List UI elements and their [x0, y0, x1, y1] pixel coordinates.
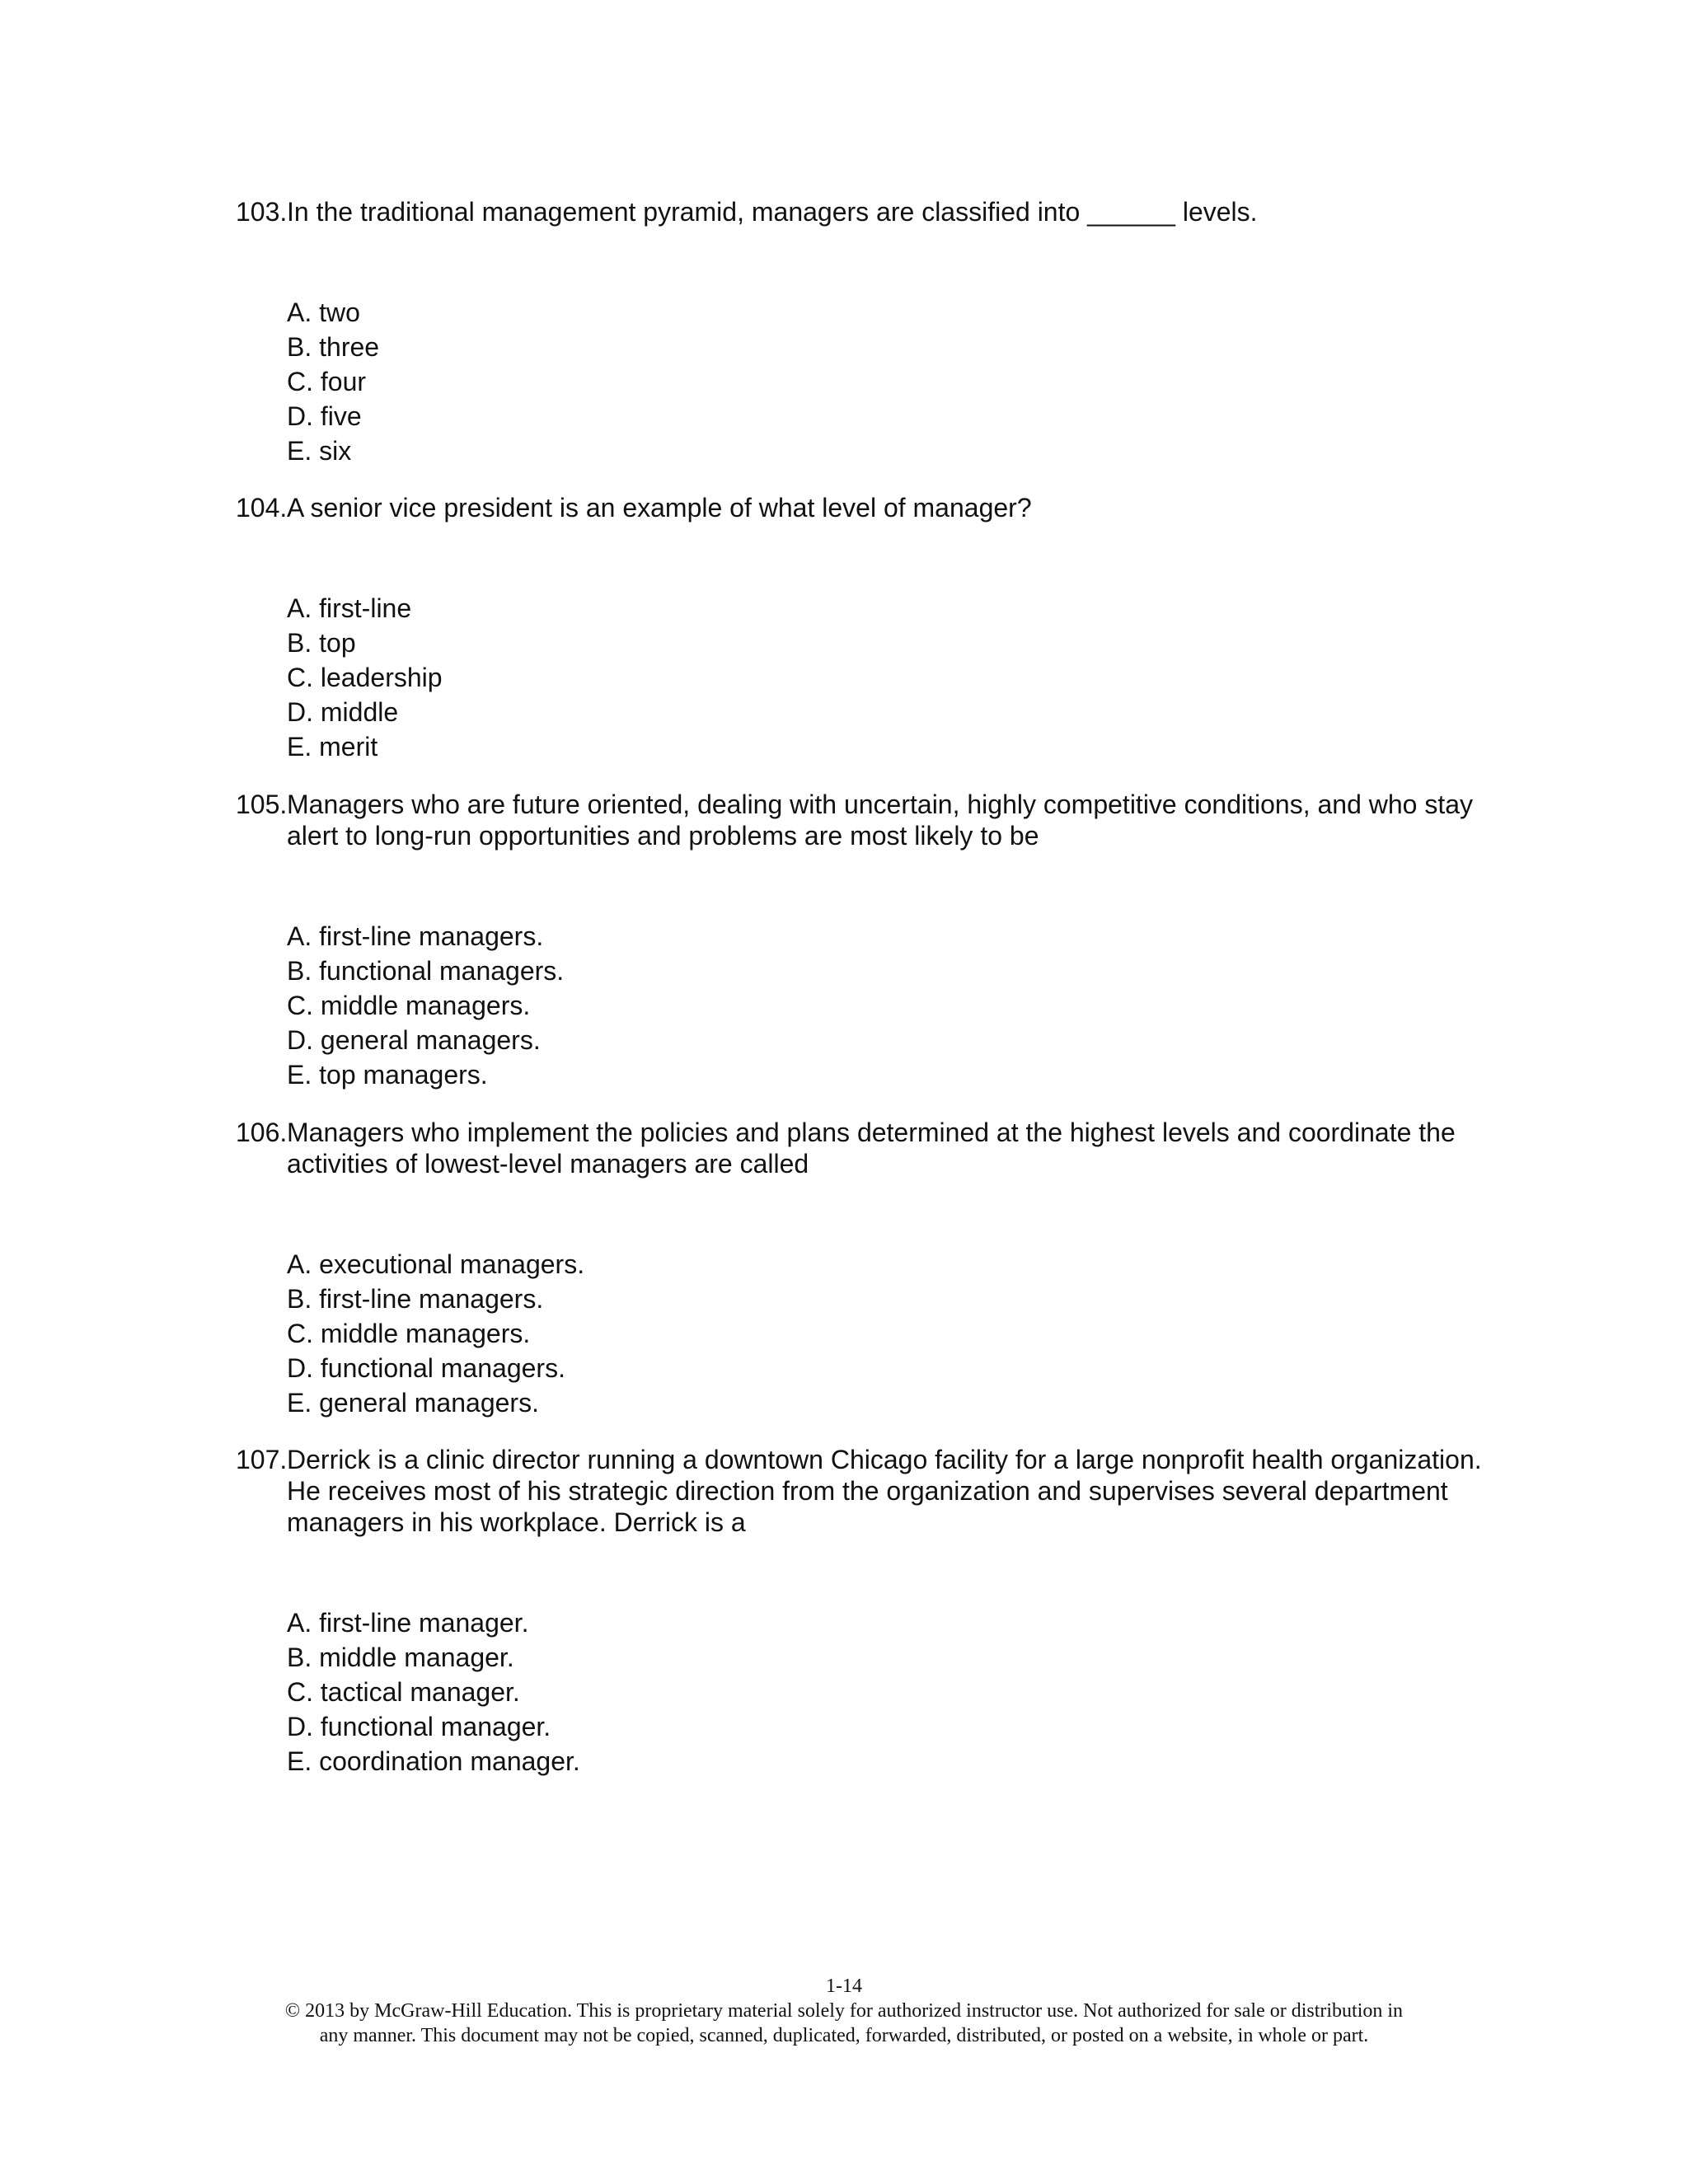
question-stem — [236, 789, 1489, 851]
question-number: 105. — [236, 790, 288, 819]
copyright-line-1: © 2013 by McGraw-Hill Education. This is proprietary material solely for authorized instructor use. Not authorized for sale or distribution in — [284, 2000, 1404, 2022]
question-text: A senior vice president is an example of what level of manager? — [287, 493, 1032, 523]
option-e: E. coordination manager. — [287, 1746, 580, 1776]
option-a: A. first-line managers. — [287, 921, 544, 951]
answer-options — [236, 1247, 1489, 1420]
option-b: B. top — [287, 628, 356, 658]
page-number: 1-14 — [826, 1975, 862, 1997]
answer-options — [236, 1605, 1489, 1779]
question-text: In the traditional management pyramid, managers are classified into ______ levels. — [287, 197, 1258, 227]
option-e: E. merit — [287, 732, 378, 762]
question-105 — [236, 789, 1489, 1092]
option-b: B. first-line managers. — [287, 1284, 544, 1314]
question-stem — [236, 492, 1489, 523]
option-d: D. general managers. — [287, 1025, 541, 1055]
option-d: D. functional manager. — [287, 1712, 551, 1741]
option-e: E. top managers. — [287, 1060, 488, 1090]
question-stem — [236, 1117, 1489, 1179]
answer-options — [236, 919, 1489, 1092]
question-text: Derrick is a clinic director running a downtown Chicago facility for a large nonprofit health organization. He receives most of his strategic direction from the organization and supervises several department managers in his workplace. Derrick is a — [287, 1445, 1482, 1537]
question-text: Managers who are future oriented, dealing with uncertain, highly competitive conditions, and who stay alert to long-run opportunities and problems are most likely to be — [287, 790, 1474, 851]
copyright-line-2: any manner. This document may not be copied, scanned, duplicated, forwarded, distributed, or posted on a website, in whole or part. — [319, 2025, 1369, 2046]
option-c: C. leadership — [287, 663, 443, 692]
answer-options — [236, 591, 1489, 764]
option-a: A. first-line manager. — [287, 1608, 529, 1638]
option-b: B. three — [287, 332, 380, 362]
question-104 — [236, 492, 1489, 764]
question-number: 104. — [236, 493, 288, 523]
question-number: 106. — [236, 1118, 288, 1147]
question-103 — [236, 196, 1489, 468]
option-d: D. five — [287, 401, 362, 431]
option-a: A. two — [287, 298, 360, 327]
option-e: E. general managers. — [287, 1388, 539, 1418]
option-c: C. tactical manager. — [287, 1677, 520, 1707]
option-b: B. functional managers. — [287, 956, 565, 986]
question-stem — [236, 1444, 1489, 1538]
question-107 — [236, 1444, 1489, 1779]
page-footer — [0, 1974, 1688, 2048]
question-106 — [236, 1117, 1489, 1420]
question-text: Managers who implement the policies and plans determined at the highest levels and coordinate the activities of lowest-level managers are called — [287, 1118, 1456, 1179]
option-d: D. functional managers. — [287, 1353, 565, 1383]
question-number: 107. — [236, 1445, 288, 1474]
option-e: E. six — [287, 436, 352, 466]
option-a: A. first-line — [287, 593, 412, 623]
question-stem — [236, 196, 1489, 227]
option-c: C. four — [287, 367, 367, 396]
question-number: 103. — [236, 197, 288, 227]
answer-options — [236, 295, 1489, 468]
option-a: A. executional managers. — [287, 1249, 585, 1279]
option-b: B. middle manager. — [287, 1643, 514, 1672]
option-c: C. middle managers. — [287, 991, 531, 1020]
option-d: D. middle — [287, 697, 399, 727]
option-c: C. middle managers. — [287, 1319, 531, 1348]
